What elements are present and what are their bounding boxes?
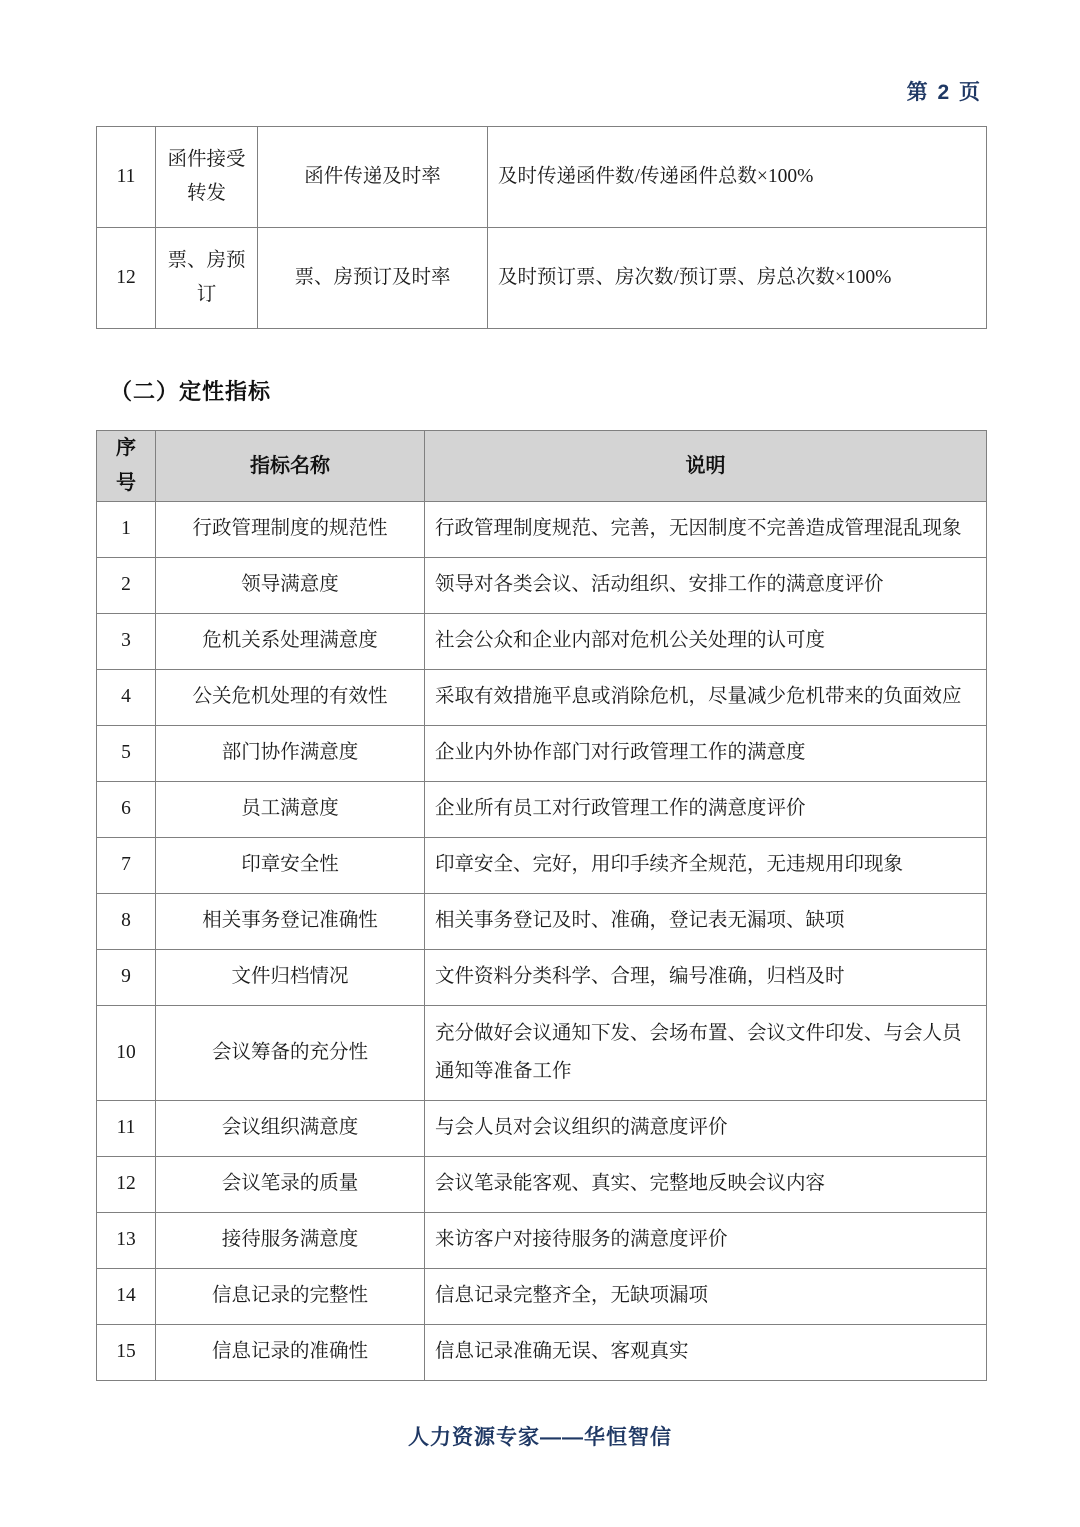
cell-formula: 及时传递函件数/传递函件总数×100% — [488, 127, 987, 228]
cell-indicator-name: 信息记录的完整性 — [156, 1269, 425, 1325]
cell-indicator-name: 接待服务满意度 — [156, 1213, 425, 1269]
table-row — [97, 782, 987, 838]
table-row — [97, 838, 987, 894]
qualitative-table-body — [97, 502, 987, 1381]
cell-description: 领导对各类会议、活动组织、安排工作的满意度评价 — [425, 558, 987, 614]
cell-index: 8 — [97, 894, 156, 950]
cell-indicator-name: 相关事务登记准确性 — [156, 894, 425, 950]
cell-index: 4 — [97, 670, 156, 726]
cell-description: 印章安全、完好，用印手续齐全规范，无违规用印现象 — [425, 838, 987, 894]
cell-index: 5 — [97, 726, 156, 782]
cell-index: 14 — [97, 1269, 156, 1325]
cell-description: 相关事务登记及时、准确，登记表无漏项、缺项 — [425, 894, 987, 950]
cell-description: 会议笔录能客观、真实、完整地反映会议内容 — [425, 1157, 987, 1213]
cell-indicator-name: 会议笔录的质量 — [156, 1157, 425, 1213]
cell-indicator-name: 印章安全性 — [156, 838, 425, 894]
cell-description: 信息记录准确无误、客观真实 — [425, 1325, 987, 1381]
cell-description: 企业所有员工对行政管理工作的满意度评价 — [425, 782, 987, 838]
column-header-index: 序号 — [97, 431, 156, 502]
cell-indicator-name: 会议组织满意度 — [156, 1101, 425, 1157]
cell-index: 1 — [97, 502, 156, 558]
cell-description: 社会公众和企业内部对危机公关处理的认可度 — [425, 614, 987, 670]
table-row — [97, 558, 987, 614]
cell-indicator-name: 会议筹备的充分性 — [156, 1006, 425, 1101]
table-row — [97, 1269, 987, 1325]
table-row — [97, 726, 987, 782]
cell-description: 企业内外协作部门对行政管理工作的满意度 — [425, 726, 987, 782]
cell-indicator-name: 部门协作满意度 — [156, 726, 425, 782]
cell-index: 9 — [97, 950, 156, 1006]
cell-index: 3 — [97, 614, 156, 670]
cell-indicator-name: 信息记录的准确性 — [156, 1325, 425, 1381]
column-header-description: 说明 — [425, 431, 987, 502]
quantitative-indicator-table — [96, 126, 987, 329]
cell-index: 12 — [97, 228, 156, 329]
cell-description: 与会人员对会议组织的满意度评价 — [425, 1101, 987, 1157]
cell-indicator-name: 领导满意度 — [156, 558, 425, 614]
cell-indicator-name: 危机关系处理满意度 — [156, 614, 425, 670]
cell-description: 采取有效措施平息或消除危机，尽量减少危机带来的负面效应 — [425, 670, 987, 726]
cell-indicator: 票、房预订及时率 — [258, 228, 488, 329]
cell-index: 2 — [97, 558, 156, 614]
cell-indicator-name: 文件归档情况 — [156, 950, 425, 1006]
quantitative-table-body — [97, 127, 987, 329]
cell-description: 行政管理制度规范、完善，无因制度不完善造成管理混乱现象 — [425, 502, 987, 558]
table-header-row — [97, 431, 987, 502]
cell-category: 函件接受转发 — [156, 127, 258, 228]
table-row — [97, 1213, 987, 1269]
page-number-header: 第 2 页 — [906, 81, 982, 104]
cell-indicator-name: 员工满意度 — [156, 782, 425, 838]
cell-index: 12 — [97, 1157, 156, 1213]
cell-category: 票、房预订 — [156, 228, 258, 329]
table-row — [97, 1325, 987, 1381]
table-row — [97, 894, 987, 950]
table-row — [97, 502, 987, 558]
cell-index: 11 — [97, 127, 156, 228]
section-heading-qualitative: （二）定性指标 — [110, 379, 272, 404]
qualitative-indicator-table — [96, 430, 987, 1381]
table-row — [97, 950, 987, 1006]
cell-index: 11 — [97, 1101, 156, 1157]
cell-indicator: 函件传递及时率 — [258, 127, 488, 228]
cell-index: 6 — [97, 782, 156, 838]
table-row — [97, 228, 987, 329]
page-footer-brand: 人力资源专家——华恒智信 — [408, 1426, 672, 1449]
cell-formula: 及时预订票、房次数/预订票、房总次数×100% — [488, 228, 987, 329]
cell-description: 充分做好会议通知下发、会场布置、会议文件印发、与会人员通知等准备工作 — [425, 1006, 987, 1101]
cell-index: 10 — [97, 1006, 156, 1101]
column-header-name: 指标名称 — [156, 431, 425, 502]
qualitative-table-head — [97, 431, 987, 502]
cell-description: 来访客户对接待服务的满意度评价 — [425, 1213, 987, 1269]
cell-indicator-name: 公关危机处理的有效性 — [156, 670, 425, 726]
table-row — [97, 670, 987, 726]
cell-description: 信息记录完整齐全，无缺项漏项 — [425, 1269, 987, 1325]
table-row — [97, 1101, 987, 1157]
table-row — [97, 1006, 987, 1101]
cell-index: 15 — [97, 1325, 156, 1381]
cell-indicator-name: 行政管理制度的规范性 — [156, 502, 425, 558]
table-row — [97, 1157, 987, 1213]
cell-description: 文件资料分类科学、合理，编号准确，归档及时 — [425, 950, 987, 1006]
table-row — [97, 127, 987, 228]
table-row — [97, 614, 987, 670]
cell-index: 13 — [97, 1213, 156, 1269]
cell-index: 7 — [97, 838, 156, 894]
